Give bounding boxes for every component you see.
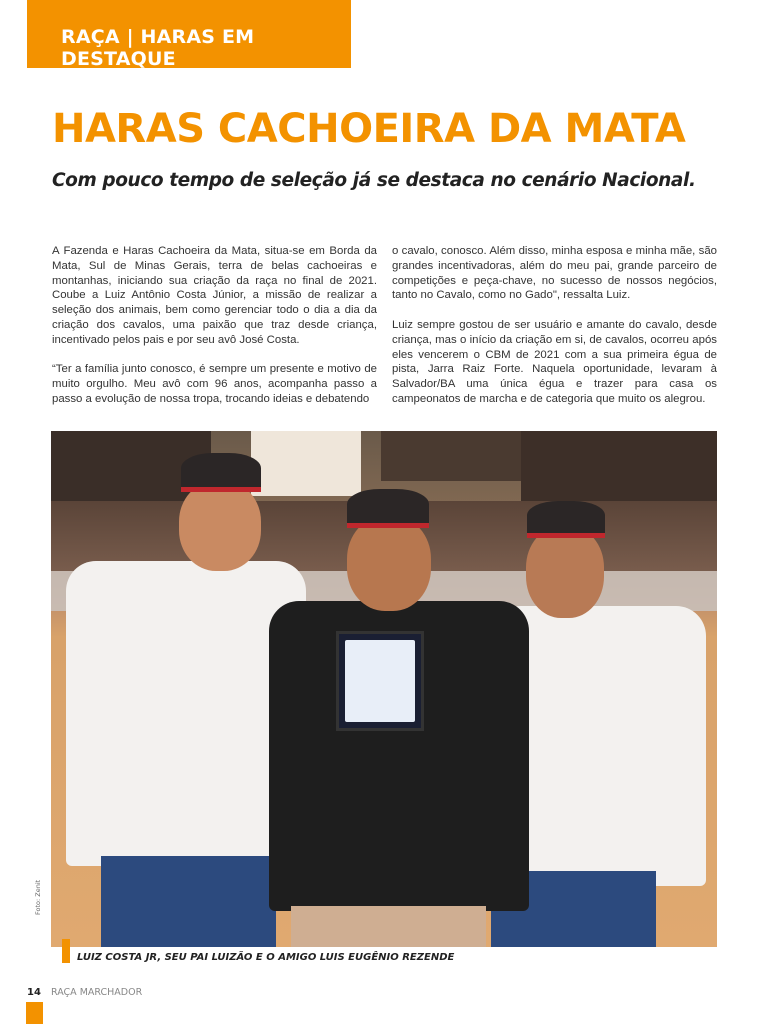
photo-credit: Foto: Zenit (34, 879, 42, 915)
paragraph: o cavalo, conosco. Além disso, minha esposa e minha mãe, são grandes incentivadoras, além do meu pai, grande parceiro de competições e peça-chave, no sucesso de nossos negócios, tanto no Cavalo, como no Gado", ressalta Luiz. (392, 245, 717, 302)
cap-brim (347, 523, 429, 528)
paragraph: Luiz sempre gostou de ser usuário e amante do cavalo, desde criança, mas o início da criação em si, de cavalos, ocorreu após eles vencerem o CBM de 2021 com a sua primeira égua de pista, Jarra Raiz Forte. Naquela oportunidade, levaram à Salvador/BA uma única égua e trazer para casa os campeonatos de marcha e de categoria que muito os alegrou. (392, 318, 717, 405)
article-photo (51, 431, 717, 947)
person-left-face (179, 481, 261, 571)
tent (521, 431, 717, 501)
person-left-jeans (101, 856, 276, 947)
section-label: RAÇA | HARAS EM DESTAQUE (27, 0, 351, 68)
person-center-face (347, 516, 431, 611)
body-column-2 (392, 244, 717, 422)
paragraph: A Fazenda e Haras Cachoeira da Mata, situa-se em Borda da Mata, Sul de Minas Gerais, terra de belas cachoeiras e montanhas, iniciando sua criação da raça no final de 2021. Coube a Luiz Antônio Costa Júnior, a missão de realizar a seleção dos animais, bem como gerenciar todo o dia a dia da criação dos cavalos, uma paixão que traz desde criança, incentivado pelos pais e por seu avô José Costa. (52, 245, 377, 346)
cap-icon (527, 501, 605, 537)
photo-caption: LUIZ COSTA JR, SEU PAI LUIZÃO E O AMIGO LUIS EUGÊNIO REZENDE (77, 952, 455, 963)
page-number: 14 (27, 987, 41, 998)
tent (381, 431, 521, 481)
white-tent (251, 431, 361, 496)
cap-brim (181, 487, 261, 492)
article-title: HARAS CACHOEIRA DA MATA (52, 106, 686, 152)
person-right-face (526, 526, 604, 618)
body-column-1 (52, 244, 377, 422)
caption-accent-bar (62, 939, 70, 963)
person-center-pants (291, 906, 486, 947)
trophy-plaque (336, 631, 424, 731)
cap-icon (181, 453, 261, 491)
article-subtitle: Com pouco tempo de seleção já se destaca no cenário Nacional. (52, 170, 696, 191)
cap-brim (527, 533, 605, 538)
footer-accent-bar (26, 1002, 43, 1024)
cap-icon (347, 489, 429, 527)
paragraph: “Ter a família junto conosco, é sempre um presente e motivo de muito orgulho. Meu avô com 96 anos, acompanha passo a passo a evolução de nossa tropa, trocando ideias e debatendo (52, 363, 377, 405)
magazine-name: RAÇA MARCHADOR (51, 987, 143, 998)
